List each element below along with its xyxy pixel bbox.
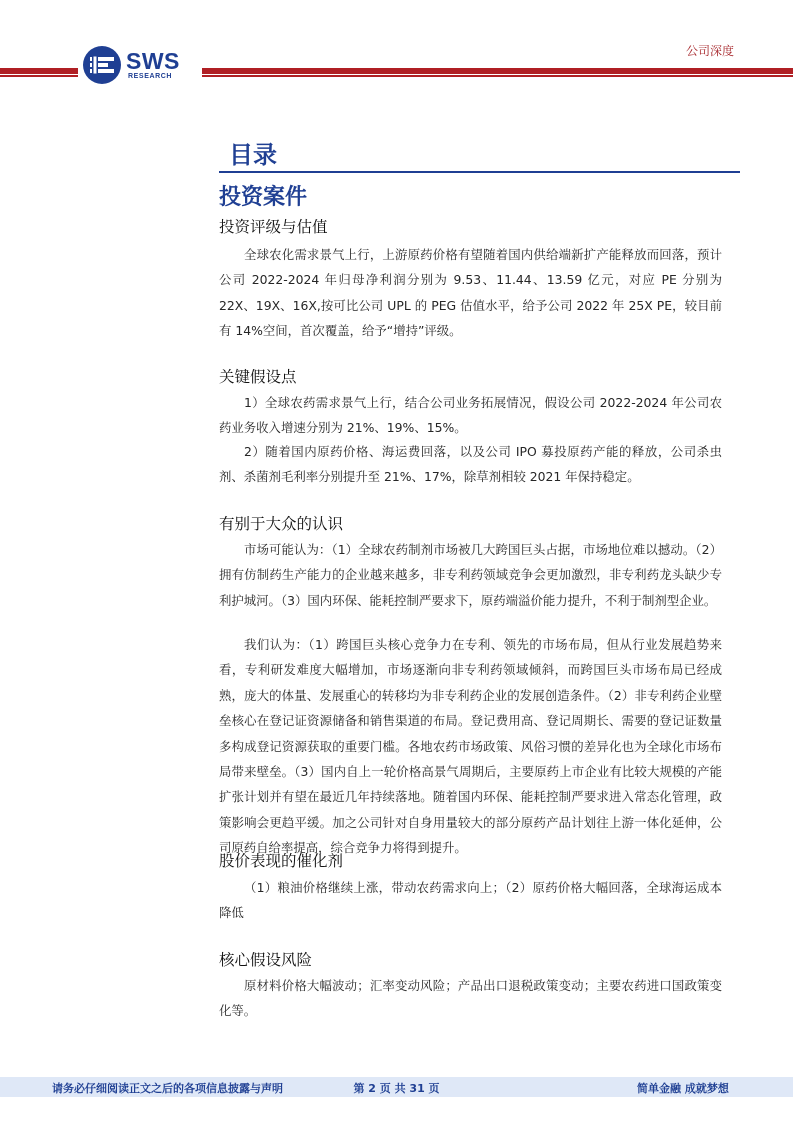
header-rule-right xyxy=(202,68,793,74)
header-rule-left xyxy=(0,68,78,74)
section-heading-catalyst: 股价表现的催化剂 xyxy=(219,852,344,870)
toc-underline xyxy=(219,171,740,173)
section-heading-difference: 有别于大众的认识 xyxy=(219,515,344,533)
footer-slogan: 简单金融 成就梦想 xyxy=(637,1082,729,1095)
document-type-label: 公司深度 xyxy=(686,44,735,58)
main-heading: 投资案件 xyxy=(219,185,308,210)
sws-logo-icon xyxy=(82,45,122,85)
footer-disclaimer: 请务必仔细阅读正文之后的各项信息披露与声明 xyxy=(52,1082,283,1095)
logo-wordmark: SWS xyxy=(126,48,180,74)
difference-paragraph-market: 市场可能认为：（1）全球农药制剂市场被几大跨国巨头占据，市场地位难以撼动。（2）拥有仿制药生产能力的企业越来越多，非专利药领域竞争会更加激烈，非专利药龙头缺少专利护城河。（3）国内环保、能耗控制严要求下，原药端溢价能力提升，不利于制剂型企业。 xyxy=(219,542,722,608)
logo-subtitle: RESEARCH xyxy=(128,73,173,80)
rating-paragraph: 全球农化需求景气上行，上游原药价格有望随着国内供给端新扩产能释放而回落，预计公司 2022-2024 年归母净利润分别为 9.53、11.44、13.59 亿元，对应 PE 分别为 22X、19X、16X,按可比公司 UPL 的 PEG 估值水平，给予公司 2022 年 25X PE，较目前有 14%空间，首次覆盖，给予“增持”评级。 xyxy=(219,247,722,339)
section-heading-rating: 投资评级与估值 xyxy=(219,218,328,236)
footer-page-number: 第 2 页 共 31 页 xyxy=(353,1082,440,1095)
assumption-paragraph-2: 2）随着国内原药价格、海运费回落，以及公司 IPO 募投原药产能的释放，公司杀虫剂、杀菌剂毛利率分别提升至 21%、17%，除草剂相较 2021 年保持稳定。 xyxy=(219,444,722,485)
section-heading-risk: 核心假设风险 xyxy=(219,951,313,969)
assumption-paragraph-1: 1）全球农药需求景气上行，结合公司业务拓展情况，假设公司 2022-2024 年公司农药业务收入增速分别为 21%、19%、15%。 xyxy=(219,395,722,436)
section-heading-assumptions: 关键假设点 xyxy=(219,368,297,386)
risk-paragraph: 原材料价格大幅波动；汇率变动风险；产品出口退税政策变动；主要农药进口国政策变化等。 xyxy=(219,978,722,1019)
header-rule-right-thin xyxy=(202,75,793,77)
catalyst-paragraph: （1）粮油价格继续上涨，带动农药需求向上；（2）原药价格大幅回落，全球海运成本降低 xyxy=(219,880,722,921)
toc-title: 目录 xyxy=(229,141,277,169)
header-rule-left-thin xyxy=(0,75,78,77)
difference-paragraph-ours: 我们认为：（1）跨国巨头核心竞争力在专利、领先的市场布局，但从行业发展趋势来看，专利研发难度大幅增加，市场逐渐向非专利药领域倾斜，而跨国巨头市场布局已经成熟，庞大的体量、发展重心的转移均为非专利药企业的发展创造条件。（2）非专利药企业壁垒核心在登记证资源储备和销售渠道的布局。登记费用高、登记周期长、需要的登记证数量多构成登记资源获取的重要门槛。各地农药市场政策、风俗习惯的差异化也为全球化市场布局带来壁垒。（3）国内自上一轮价格高景气周期后，主要原药上市企业有比较大规模的产能扩张计划并有望在最近几年持续落地。随着国内环保、能耗控制严要求进入常态化管理，政策影响会更趋平缓。加之公司针对自身用量较大的部分原药产品计划往上游一体化延伸，公司原药自给率提高，综合竞争力将得到提升。 xyxy=(219,637,722,856)
